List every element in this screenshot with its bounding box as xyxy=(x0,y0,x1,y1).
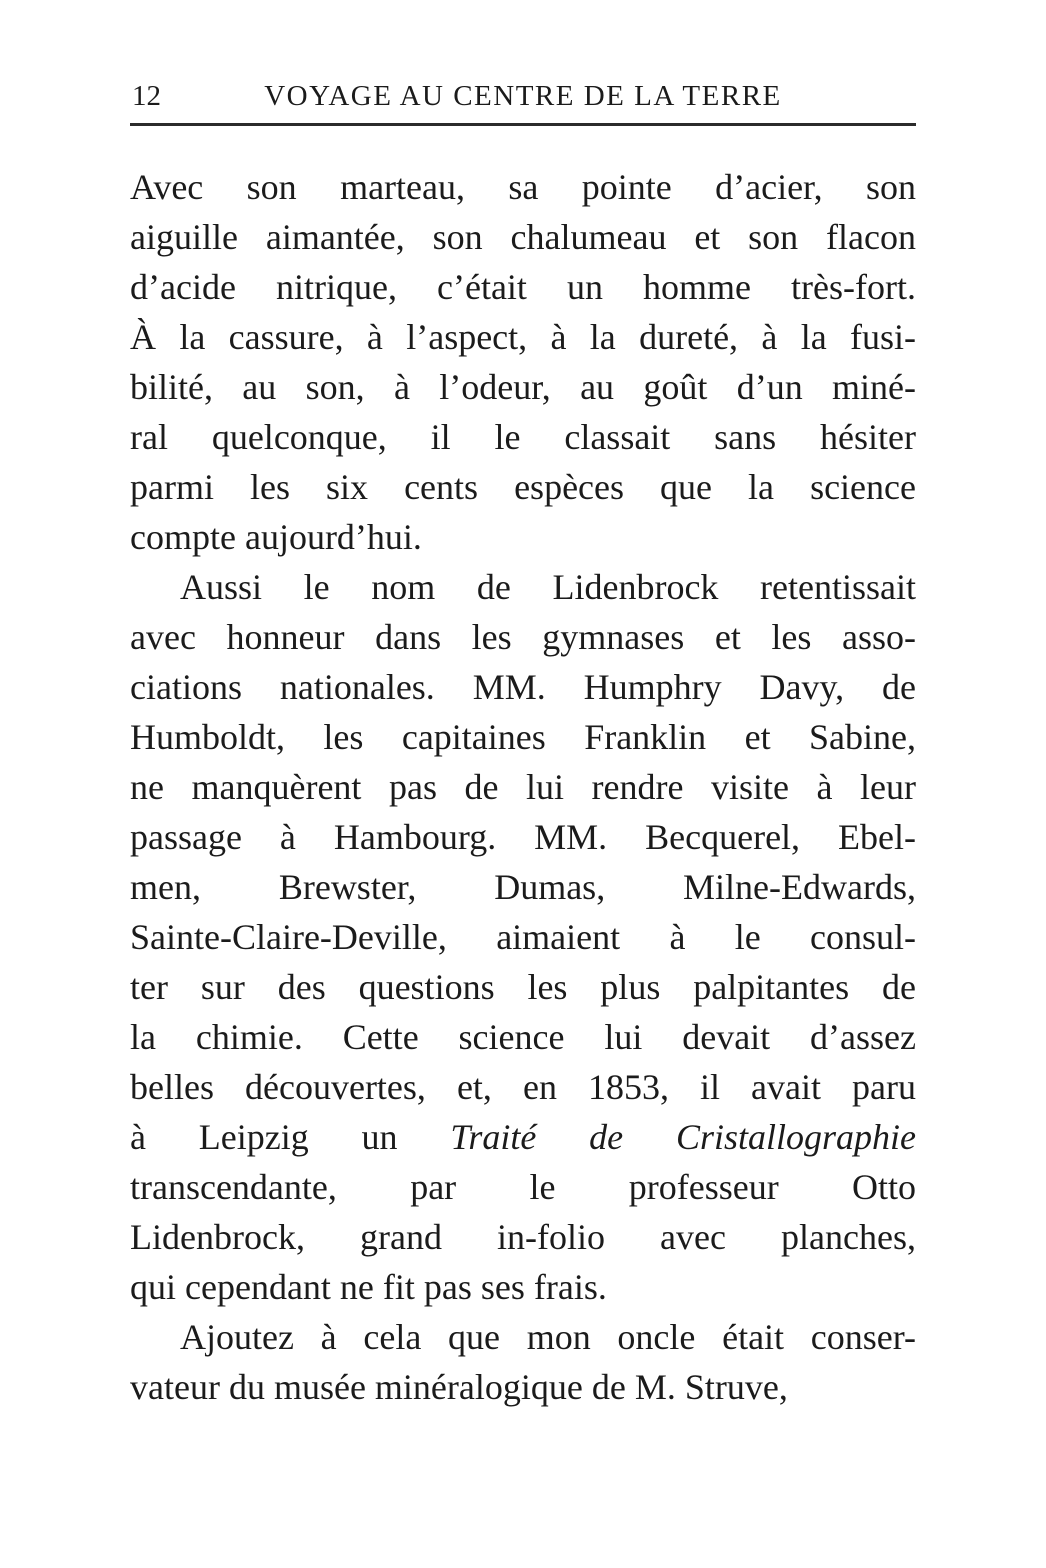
text-line xyxy=(130,212,916,262)
text-segment: avec honneur dans les gymnases et les asso- xyxy=(130,617,916,657)
text-line xyxy=(130,912,916,962)
text-segment: belles découvertes, et, en 1853, il avait paru xyxy=(130,1067,916,1107)
text-segment: ciations nationales. MM. Humphry Davy, de xyxy=(130,667,916,707)
text-line xyxy=(130,462,916,512)
text-segment: men, Brewster, Dumas, Milne-Edwards, xyxy=(130,867,916,907)
text-line xyxy=(130,412,916,462)
text-line xyxy=(130,262,916,312)
text-segment: qui cependant ne fit pas ses frais. xyxy=(130,1267,607,1307)
text-segment: d’acide nitrique, c’était un homme très-fort. xyxy=(130,267,916,307)
text-segment: ne manquèrent pas de lui rendre visite à leur xyxy=(130,767,916,807)
text-line xyxy=(130,862,916,912)
header-rule xyxy=(130,123,916,126)
text-segment: Avec son marteau, sa pointe d’acier, son xyxy=(130,167,916,207)
text-line xyxy=(130,512,916,562)
text-line xyxy=(130,1162,916,1212)
page-body xyxy=(130,162,916,1412)
running-title: VOYAGE AU CENTRE DE LA TERRE xyxy=(264,80,782,112)
paragraph xyxy=(130,562,916,1312)
text-line xyxy=(130,1312,916,1362)
text-line xyxy=(130,662,916,712)
text-line xyxy=(130,762,916,812)
text-line xyxy=(130,812,916,862)
text-line xyxy=(130,1262,916,1312)
text-segment: Aussi le nom de Lidenbrock retentissait xyxy=(180,567,916,607)
text-line xyxy=(130,162,916,212)
text-line xyxy=(130,712,916,762)
text-line xyxy=(130,312,916,362)
page-header xyxy=(130,80,916,114)
text-segment: à Leipzig un xyxy=(130,1117,451,1157)
text-line xyxy=(130,362,916,412)
text-segment: transcendante, par le professeur Otto xyxy=(130,1167,916,1207)
page-number: 12 xyxy=(132,80,161,112)
italic-text: Traité de Cristallographie xyxy=(450,1117,916,1157)
paragraph xyxy=(130,1312,916,1412)
text-line xyxy=(130,562,916,612)
text-segment: À la cassure, à l’aspect, à la dureté, à la fusi- xyxy=(130,317,916,357)
text-line xyxy=(130,612,916,662)
text-line xyxy=(130,1062,916,1112)
paragraph xyxy=(130,162,916,562)
text-segment: aiguille aimantée, son chalumeau et son flacon xyxy=(130,217,916,257)
text-segment: Humboldt, les capitaines Franklin et Sabine, xyxy=(130,717,916,757)
text-segment: parmi les six cents espèces que la science xyxy=(130,467,916,507)
text-segment: Sainte-Claire-Deville, aimaient à le consul- xyxy=(130,917,916,957)
text-line xyxy=(130,1112,916,1162)
text-segment: Lidenbrock, grand in-folio avec planches, xyxy=(130,1217,916,1257)
text-segment: la chimie. Cette science lui devait d’assez xyxy=(130,1017,916,1057)
text-line xyxy=(130,1012,916,1062)
text-line xyxy=(130,1362,916,1412)
text-segment: ral quelconque, il le classait sans hésiter xyxy=(130,417,916,457)
text-segment: Ajoutez à cela que mon oncle était conser- xyxy=(180,1317,916,1357)
text-segment: ter sur des questions les plus palpitantes de xyxy=(130,967,916,1007)
text-line xyxy=(130,962,916,1012)
text-line xyxy=(130,1212,916,1262)
text-segment: vateur du musée minéralogique de M. Struve, xyxy=(130,1367,788,1407)
text-segment: compte aujourd’hui. xyxy=(130,517,422,557)
text-segment: passage à Hambourg. MM. Becquerel, Ebel- xyxy=(130,817,916,857)
text-segment: bilité, au son, à l’odeur, au goût d’un miné- xyxy=(130,367,916,407)
